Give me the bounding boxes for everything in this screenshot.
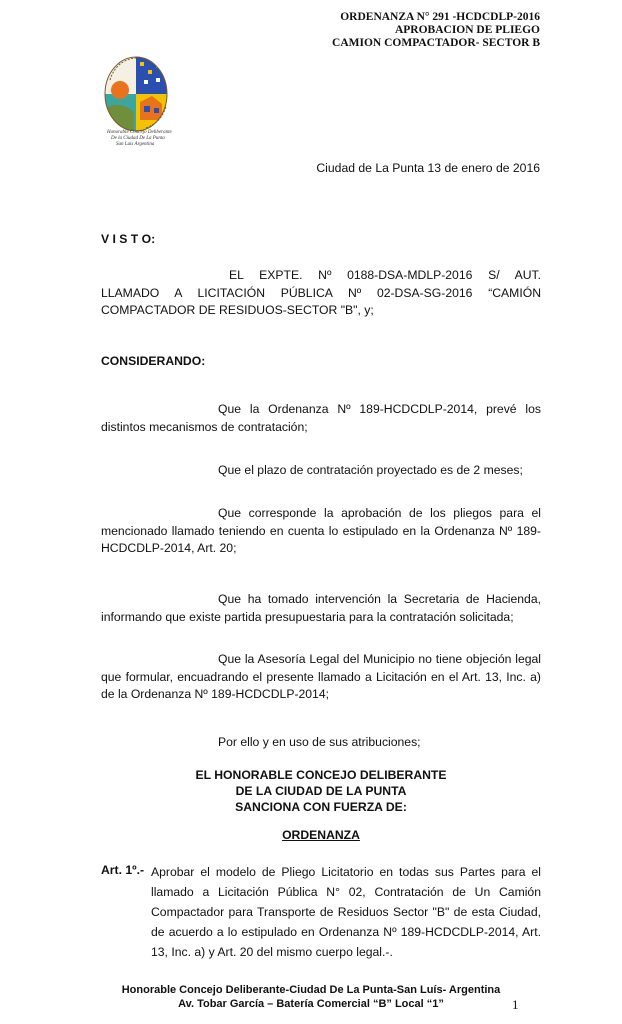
logo-caption: Honorable Concejo Deliberante De la Ciudad De La Punta San Luis Argentina <box>107 130 172 147</box>
article-label: Art. 1º.- <box>101 863 145 877</box>
sanciona-block: EL HONORABLE CONCEJO DELIBERANTE DE LA CIUDAD DE LA PUNTA SANCIONA CON FUERZA DE: <box>195 768 447 814</box>
considerando-paragraph: Que la Ordenanza Nº 189-HCDCDLP-2014, prevé los distintos mecanismos de contratación; <box>101 402 541 434</box>
ordinance-subject-detail: CAMION COMPACTADOR- SECTOR B <box>332 37 540 49</box>
considerando-heading: CONSIDERANDO: <box>101 354 206 368</box>
considerando-paragraph: Que el plazo de contratación proyectado es de 2 meses; <box>218 463 523 477</box>
ordenanza-title: ORDENANZA <box>282 828 360 842</box>
page-number: 1 <box>512 997 519 1012</box>
ordinance-number: ORDENANZA N° 291 -HCDCDLP-2016 <box>340 11 540 23</box>
council-emblem-icon <box>96 50 178 134</box>
footer-line-1: Honorable Concejo Deliberante-Ciudad De La Punta-San Luís- Argentina <box>121 984 501 996</box>
footer-line-2: Av. Tobar García – Batería Comercial “B” Local “1” <box>178 998 444 1010</box>
visto-heading: V I S T O: <box>101 232 156 246</box>
ordinance-subject: APROBACION DE PLIEGO <box>394 24 540 36</box>
article-text: Aprobar el modelo de Pliego Licitatorio en todas sus Partes para el llamado a Licitación Pública N° 02, Contratación de Un Camión Compactador para Transporte de Residuos Sector "B" de esta Ciudad, de acuerdo a lo estipulado en Ordenanza Nº 189-HCDCDLP-2014, Art. 13, Inc. a) y Art. 20 del mismo cuerpo legal.-. <box>151 865 541 959</box>
visto-text: EL EXPTE. Nº 0188-DSA-MDLP-2016 S/ AUT. LLAMADO A LICITACIÓN PÚBLICA Nº 02-DSA-SG-2016 “CAMIÓN COMPACTADOR DE RESIDUOS-SECTOR "B", y; <box>101 268 541 318</box>
considerando-paragraph: Que ha tomado intervención la Secretaria de Hacienda, informando que existe partida presupuestaria para la contratación solicitada; <box>101 592 541 624</box>
considerando-paragraph: Que la Asesoría Legal del Municipio no tiene objeción legal que formular, encuadrando el presente llamado a Licitación en el Art. 13, Inc. a) de la Ordenanza Nº 189-HCDCDLP-2014; <box>101 652 541 702</box>
considerando-paragraph: Por ello y en uso de sus atribuciones; <box>218 735 421 749</box>
considerando-paragraph: Que corresponde la aprobación de los pliegos para el mencionado llamado teniendo en cuenta lo estipulado en la Ordenanza Nº 189-HCDCDLP-2014, Art. 20; <box>101 506 541 556</box>
date-line: Ciudad de La Punta 13 de enero de 2016 <box>316 161 540 175</box>
document-header <box>332 11 540 50</box>
council-logo <box>96 50 178 134</box>
